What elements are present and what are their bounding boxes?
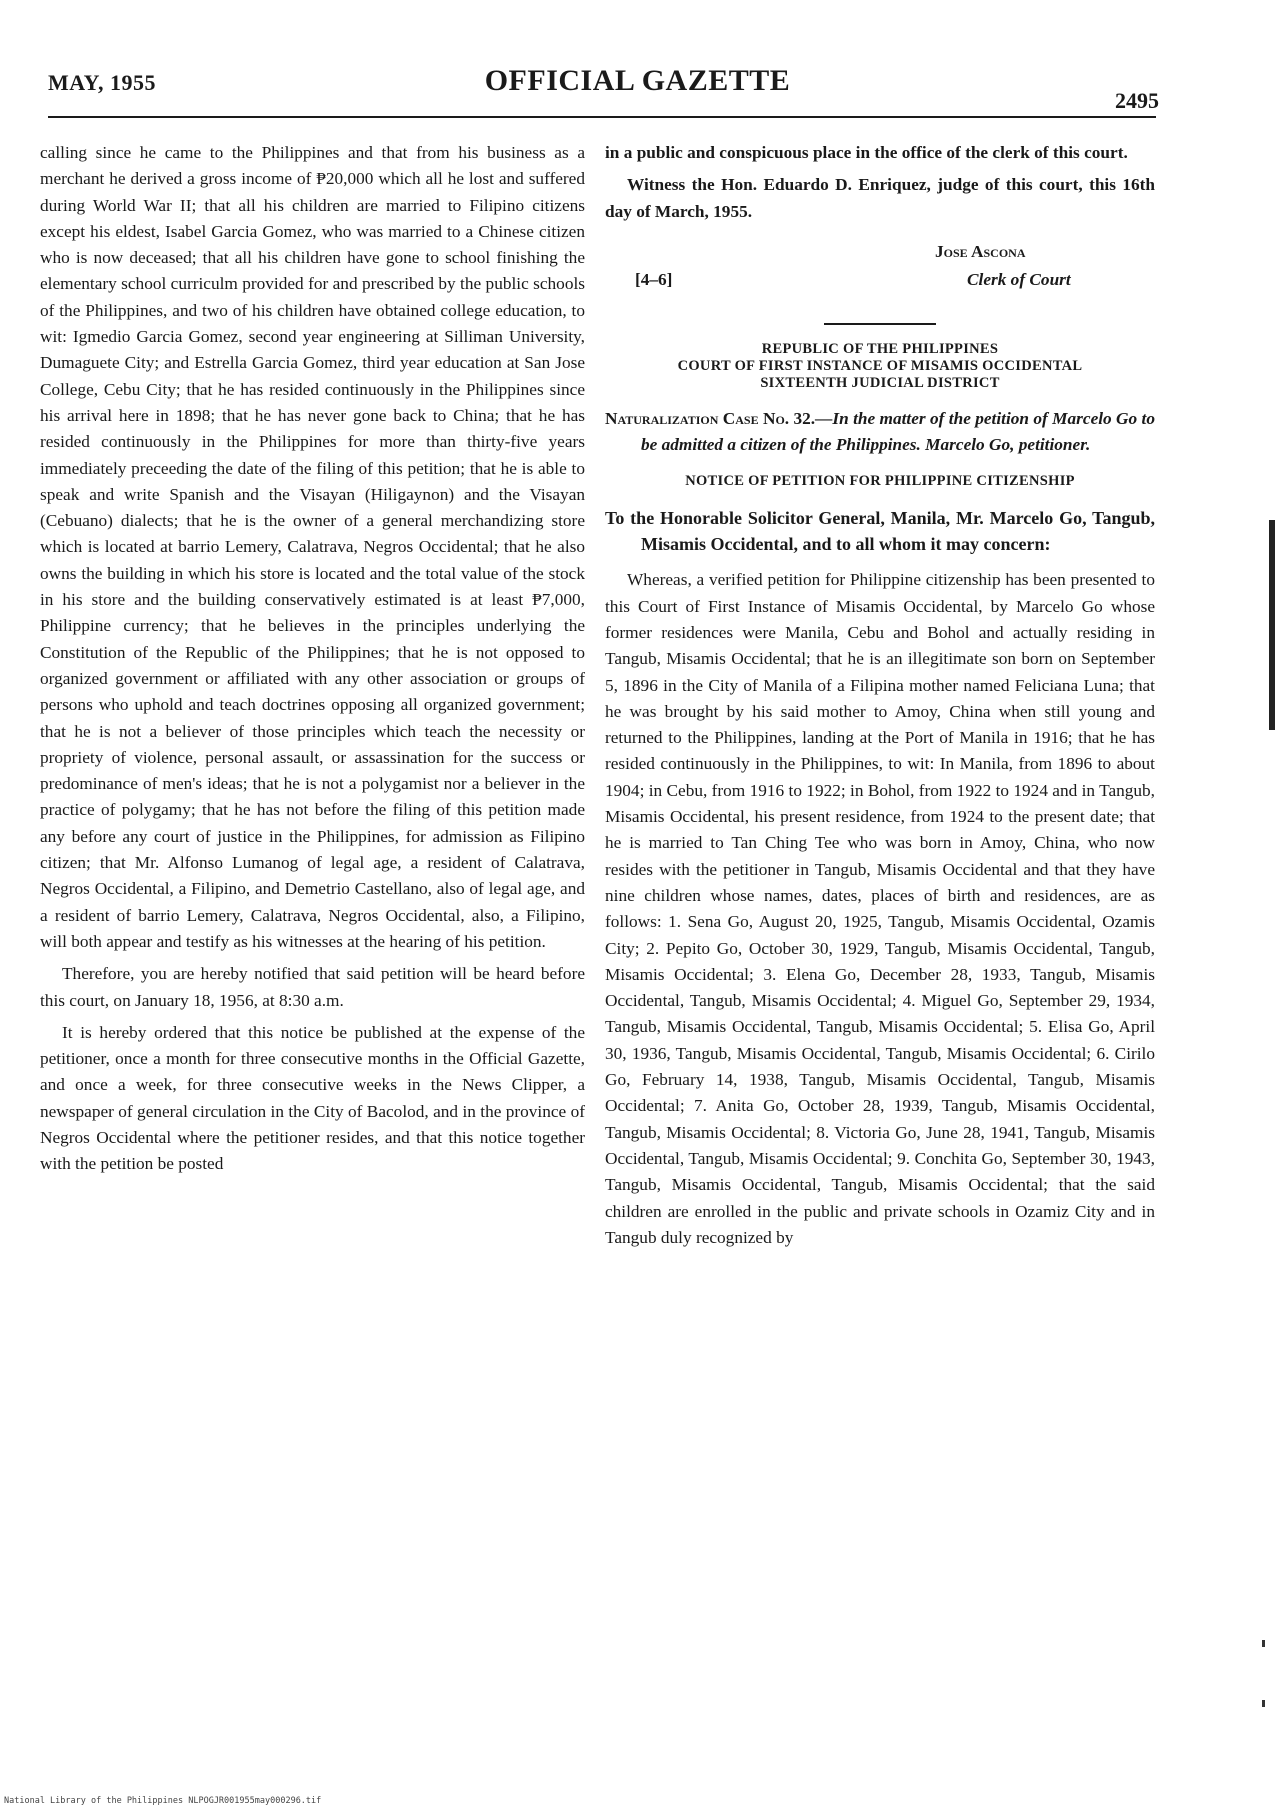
scan-source-footer: National Library of the Philippines NLPOGJR001955may000296.tif [4,1796,322,1806]
right-column [605,140,1155,1257]
page-number: 2495 [1115,88,1159,113]
scan-edge-mark [1269,520,1275,730]
left-column [40,140,585,1184]
case-description: —In the matter of the petition of Marcelo Go to be admitted a citizen of the Philippines. Marcelo Go, petitioner. [641,408,1156,455]
issue-date: MAY, 1955 [48,70,157,95]
signatory-name: Jose Ascona [935,241,1026,261]
scan-speck [1262,1700,1265,1707]
scan-speck [1262,1640,1265,1647]
publication-order-paragraph: It is hereby ordered that this notice be published at the expense of the petitioner, once a month for three consecutive months in the Official Gazette, and once a week, for three consecutive weeks in the News Clipper, a newspaper of general circulation in the City of Bacolod, and in the province of Negros Occidental where the petitioner resides, and that this notice together with the petition be posted [40,1022,585,1174]
header-rule [48,116,1156,118]
section-separator [824,323,936,325]
notice-heading: NOTICE OF PETITION FOR PHILIPPINE CITIZENSHIP [685,473,1075,490]
signatory-title: Clerk of Court [967,269,1071,289]
case-caption [605,406,1155,459]
issue-reference: [4–6] [635,269,673,289]
court-heading-line: COURT OF FIRST INSTANCE OF MISAMIS OCCIDENTAL [677,357,1083,374]
witness-paragraph: Witness the Hon. Eduardo D. Enriquez, judge of this court, this 16th day of March, 1955. [605,175,1155,221]
notice-address: To the Honorable Solicitor General, Manila, Mr. Marcelo Go, Tangub, Misamis Occidental, and to all whom it may concern: [605,507,1155,555]
hearing-notice-paragraph: Therefore, you are hereby notified that said petition will be heard before this court, on January 18, 1956, at 8:30 a.m. [40,964,585,1010]
publication-title: OFFICIAL GAZETTE [484,64,791,97]
signature-block [605,239,1155,315]
court-heading [605,341,1155,392]
court-heading-line: REPUBLIC OF THE PHILIPPINES [761,340,999,357]
petition-continuation-paragraph: calling since he came to the Philippines and that from his business as a merchant he derived a gross income of ₱20,000 which all he lost and suffered during World War II; that all his children are married to Filipino citizens except his eldest, Isabel Garcia Gomez, who was married to a Chinese citizen who is now deceased; that all his children have gone to school finishing the elementary school curriculm provided for and prescribed by the public schools of the Philippines, and two of his children have obtained college education, to wit: Igmedio Garcia Gomez, second year engineering at Silliman University, Dumaguete City; and Estrella Garcia Gomez, third year education at San Jose College, Cebu City; that he has resided continuously in the Philippines since his arrival here in 1898; that he has never gone back to China; that he has resided continuously in the Philippines for more than thirty-five years immediately preceeding the date of the filing of this petition; that he is able to speak and write Spanish and the Visayan (Hiligaynon) and the Visayan (Cebuano) dialects; that he is the owner of a general merchandizing store which is located at barrio Lemery, Calatrava, Negros Occidental; that he also owns the building in which his store is located and the total value of the stock in his store and the building conservatively estimated is at least ₱7,000, Philippine currency; that he believes in the principles underlying the Constitution of the Republic of the Philippines; that he is not opposed to organized government or affiliated with any other association or groups of persons who uphold and teach doctrines opposing all organized government; that he is not a believer of those principles which teach the necessity or propriety of violence, personal assault, or assassination for the success or predominance of men's ideas; that he is not a polygamist nor a believer in the practice of polygamy; that he has not before the filing of this petition made any before any court of justice in the Philippines, for admission as Filipino citizen; that Mr. Alfonso Lumanog of legal age, a resident of Calatrava, Negros Occidental, a Filipino, and Demetrio Castellano, also of legal age, and a resident of barrio Lemery, Calatrava, Negros Occidental, also, a Filipino, will both appear and testify as his witnesses at the hearing of his petition. [40,143,585,951]
case-label: Naturalization Case No. 32. [605,408,816,428]
petition-body-paragraph: Whereas, a verified petition for Philippine citizenship has been presented to this Court of First Instance of Misamis Occidental, by Marcelo Go whose former residences were Manila, Cebu and Bohol and actually residing in Tangub, Misamis Occidental; that he is an illegitimate son born on September 5, 1896 in the City of Manila of a Filipina mother named Feliciana Luna; that he was brought by his said mother to Amoy, China when still young and returned to the Philippines, landing at the Port of Manila in 1916; that he has resided continuously in the Philippines, to wit: In Manila, from 1896 to about 1904; in Cebu, from 1916 to 1922; in Bohol, from 1922 to 1924 and in Tangub, Misamis Occidental, his present residence, from 1924 to the present date; that he is married to Tan Ching Tee who was born in Amoy, China, who now resides with the petitioner in Tangub, Misamis Occidental and that they have nine children whose names, dates, places of birth and residences, are as follows: 1. Sena Go, August 20, 1925, Tangub, Misamis Occidental, Ozamis City; 2. Pepito Go, October 30, 1929, Tangub, Misamis Occidental, Tangub, Misamis Occidental; 3. Elena Go, December 28, 1933, Tangub, Misamis Occidental, Tangub, Misamis Occidental; 4. Miguel Go, September 29, 1934, Tangub, Misamis Occidental, Tangub, Misamis Occidental; 5. Elisa Go, April 30, 1936, Tangub, Misamis Occidental, Tangub, Misamis Occidental; 6. Cirilo Go, February 14, 1938, Tangub, Misamis Occidental, Tangub, Misamis Occidental; 7. Anita Go, October 28, 1939, Tangub, Misamis Occidental, Tangub, Misamis Occidental; 8. Victoria Go, June 28, 1941, Tangub, Misamis Occidental, Tangub, Misamis Occidental; 9. Conchita Go, September 30, 1943, Tangub, Misamis Occidental, Tangub, Misamis Occidental; that the said children are enrolled in the public and private schools in Ozamiz City and in Tangub duly recognized by [605,570,1155,1247]
court-heading-line: SIXTEENTH JUDICIAL DISTRICT [760,374,1000,391]
posting-paragraph: in a public and conspicuous place in the office of the clerk of this court. [605,143,1128,162]
